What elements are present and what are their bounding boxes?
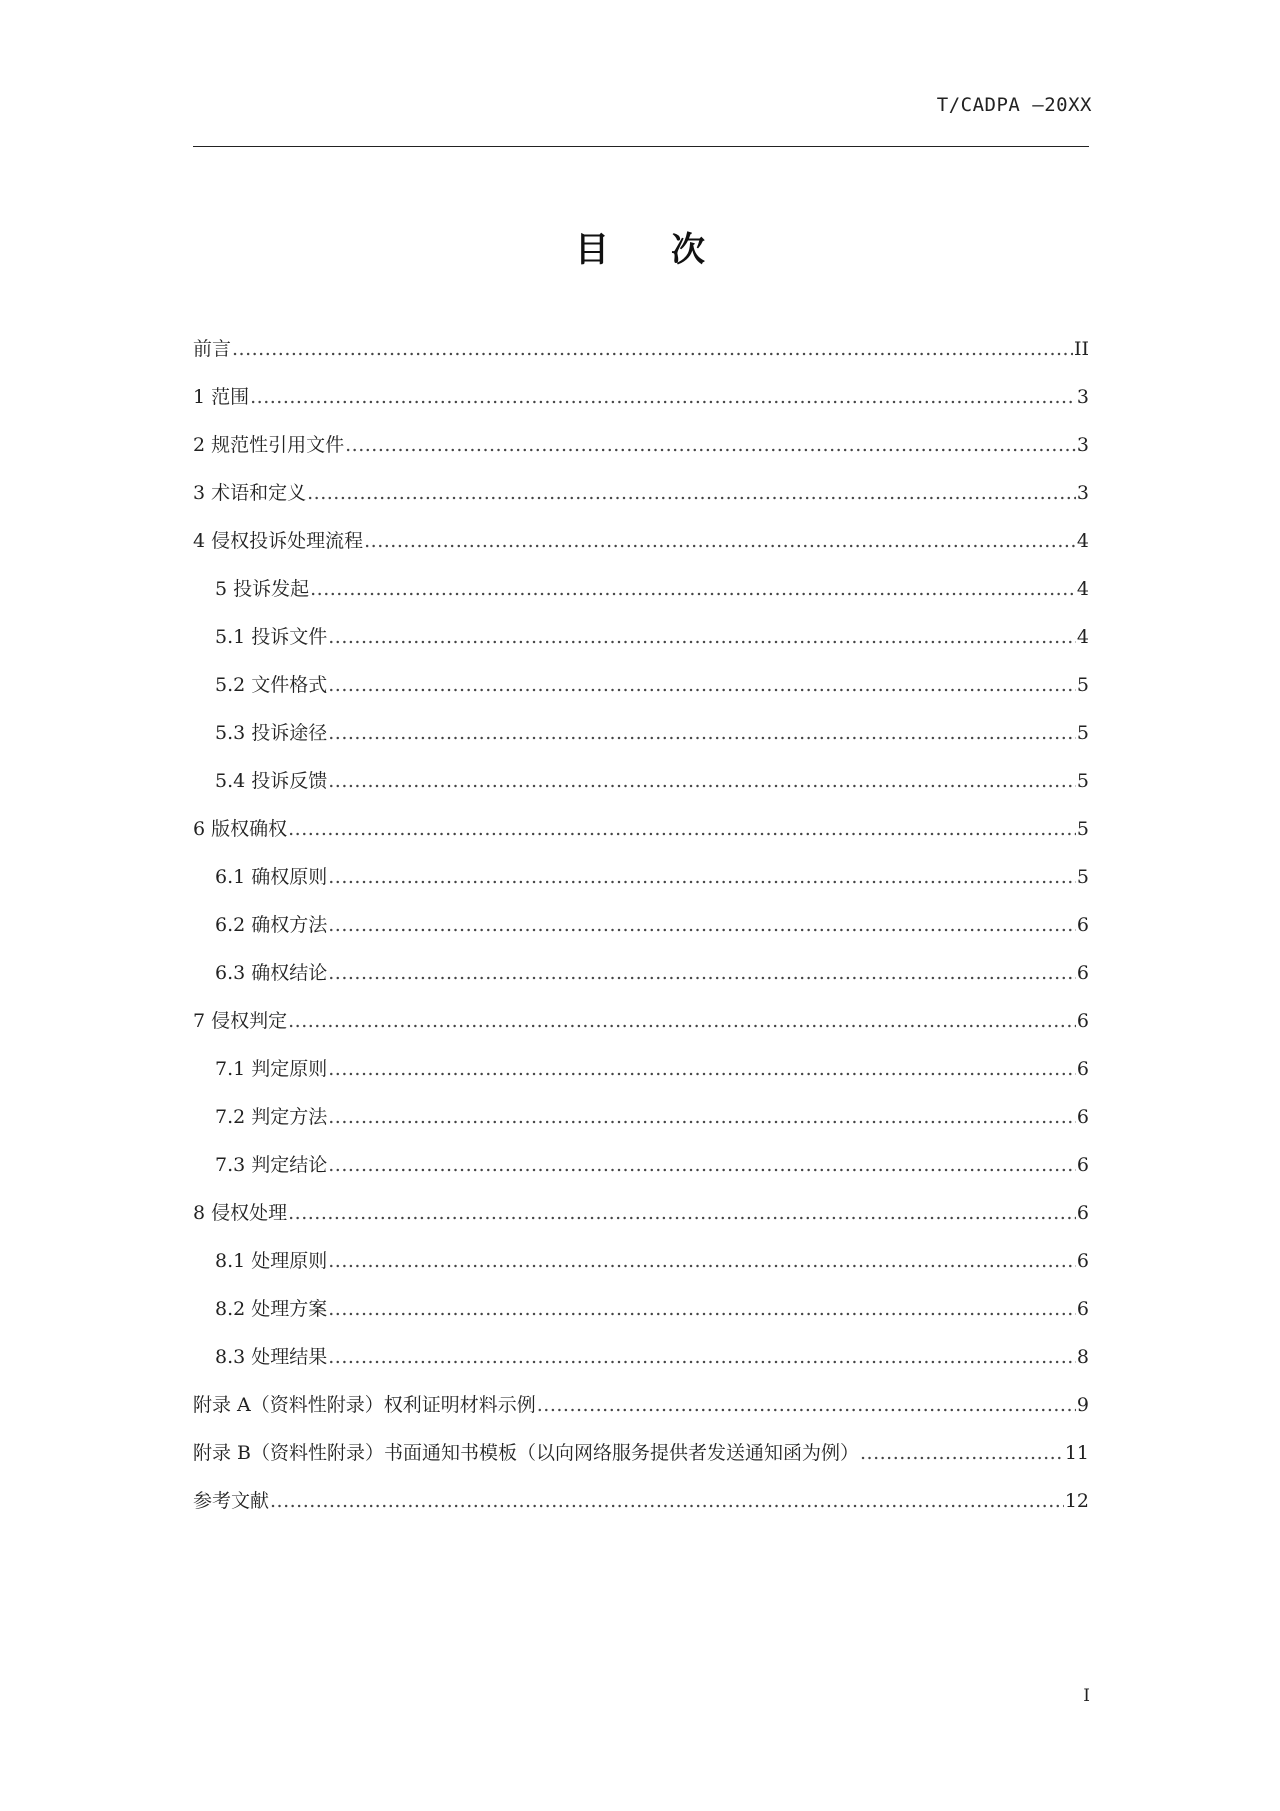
toc-dot-leader — [328, 1045, 1076, 1093]
toc-page-number: 5 — [1076, 674, 1089, 696]
toc-item-5[interactable] — [193, 565, 1089, 613]
toc-item-appendix-b[interactable] — [193, 1429, 1089, 1477]
toc-dot-leader — [537, 1381, 1076, 1429]
toc-page-number: 5 — [1076, 770, 1089, 792]
toc-item-5-2[interactable] — [193, 661, 1089, 709]
toc-item-label: 6.1 确权原则 — [215, 866, 328, 888]
toc-page-number: II — [1073, 338, 1089, 360]
toc-page-number: 6 — [1076, 1250, 1089, 1272]
toc-item-2[interactable] — [193, 421, 1089, 469]
toc-item-label: 5.4 投诉反馈 — [215, 770, 328, 792]
toc-dot-leader — [328, 853, 1076, 901]
toc-item-3[interactable] — [193, 469, 1089, 517]
toc-item-6[interactable] — [193, 805, 1089, 853]
toc-dot-leader — [232, 325, 1073, 373]
toc-page-number: 6 — [1076, 1106, 1089, 1128]
toc-dot-leader — [860, 1429, 1064, 1477]
toc-dot-leader — [288, 997, 1076, 1045]
toc-item-label: 2 规范性引用文件 — [193, 434, 345, 456]
toc-page-number: 5 — [1076, 722, 1089, 744]
toc-item-references[interactable] — [193, 1477, 1089, 1525]
toc-page-number: 6 — [1076, 1202, 1089, 1224]
toc-dot-leader — [328, 1093, 1076, 1141]
toc-item-label: 7.2 判定方法 — [215, 1106, 328, 1128]
toc-item-8[interactable] — [193, 1189, 1089, 1237]
toc-item-label: 前言 — [193, 338, 232, 360]
toc-page-number: 12 — [1064, 1490, 1089, 1512]
toc-item-label: 4 侵权投诉处理流程 — [193, 530, 364, 552]
toc-item-label: 附录 B（资料性附录）书面通知书模板（以向网络服务提供者发送通知函为例） — [193, 1442, 860, 1464]
toc-item-label: 8.3 处理结果 — [215, 1346, 328, 1368]
document-code: T/CADPA —20XX — [936, 94, 1092, 116]
page-title: 目次 — [575, 230, 767, 270]
toc-page-number: 4 — [1076, 626, 1089, 648]
toc-page-number: 6 — [1076, 962, 1089, 984]
toc-page-number: 9 — [1076, 1394, 1089, 1416]
toc-item-1[interactable] — [193, 373, 1089, 421]
toc-item-8-2[interactable] — [193, 1285, 1089, 1333]
toc-item-7-1[interactable] — [193, 1045, 1089, 1093]
toc-dot-leader — [328, 1141, 1076, 1189]
toc-page-number: 6 — [1076, 1298, 1089, 1320]
toc-item-label: 6.3 确权结论 — [215, 962, 328, 984]
toc-item-foreword[interactable] — [193, 325, 1089, 373]
toc-item-label: 1 范围 — [193, 386, 250, 408]
toc-dot-leader — [307, 469, 1076, 517]
toc-dot-leader — [288, 1189, 1076, 1237]
toc-dot-leader — [328, 1333, 1076, 1381]
toc-dot-leader — [328, 613, 1076, 661]
toc-dot-leader — [328, 1285, 1076, 1333]
toc-item-label: 参考文献 — [193, 1490, 270, 1512]
toc-item-label: 8 侵权处理 — [193, 1202, 288, 1224]
toc-dot-leader — [250, 373, 1076, 421]
toc-page-number: 6 — [1076, 1154, 1089, 1176]
toc-item-5-3[interactable] — [193, 709, 1089, 757]
toc-item-5-1[interactable] — [193, 613, 1089, 661]
toc-item-6-1[interactable] — [193, 853, 1089, 901]
toc-item-label: 7 侵权判定 — [193, 1010, 288, 1032]
toc-item-label: 5 投诉发起 — [215, 578, 310, 600]
toc-item-label: 5.2 文件格式 — [215, 674, 328, 696]
toc-dot-leader — [328, 1237, 1076, 1285]
toc-page-number: 6 — [1076, 1010, 1089, 1032]
toc-item-label: 6 版权确权 — [193, 818, 288, 840]
toc-page-number: 8 — [1076, 1346, 1089, 1368]
toc-item-appendix-a[interactable] — [193, 1381, 1089, 1429]
toc-dot-leader — [310, 565, 1076, 613]
toc-page-number: 4 — [1076, 530, 1089, 552]
toc-item-6-3[interactable] — [193, 949, 1089, 997]
header-divider — [193, 146, 1089, 147]
toc-item-label: 5.3 投诉途径 — [215, 722, 328, 744]
toc-item-8-3[interactable] — [193, 1333, 1089, 1381]
toc-page-number: 3 — [1076, 482, 1089, 504]
toc-item-6-2[interactable] — [193, 901, 1089, 949]
toc-item-label: 8.2 处理方案 — [215, 1298, 328, 1320]
toc-item-label: 3 术语和定义 — [193, 482, 307, 504]
toc-dot-leader — [328, 709, 1076, 757]
toc-item-label: 7.1 判定原则 — [215, 1058, 328, 1080]
toc-dot-leader — [328, 757, 1076, 805]
toc-page-number: 11 — [1064, 1442, 1089, 1464]
toc-dot-leader — [364, 517, 1076, 565]
toc-page-number: 3 — [1076, 386, 1089, 408]
toc-item-4[interactable] — [193, 517, 1089, 565]
toc-item-label: 7.3 判定结论 — [215, 1154, 328, 1176]
toc-page-number: 5 — [1076, 866, 1089, 888]
toc-page-number: 6 — [1076, 914, 1089, 936]
toc-item-label: 6.2 确权方法 — [215, 914, 328, 936]
toc-item-label: 8.1 处理原则 — [215, 1250, 328, 1272]
toc-item-label: 附录 A（资料性附录）权利证明材料示例 — [193, 1394, 536, 1416]
toc-dot-leader — [328, 901, 1076, 949]
toc-dot-leader — [288, 805, 1076, 853]
table-of-contents — [193, 325, 1089, 1525]
toc-item-label: 5.1 投诉文件 — [215, 626, 328, 648]
toc-page-number: 5 — [1076, 818, 1089, 840]
toc-dot-leader — [328, 661, 1076, 709]
toc-dot-leader — [328, 949, 1076, 997]
toc-item-8-1[interactable] — [193, 1237, 1089, 1285]
toc-page-number: 4 — [1076, 578, 1089, 600]
toc-dot-leader — [345, 421, 1076, 469]
toc-item-7-2[interactable] — [193, 1093, 1089, 1141]
toc-dot-leader — [270, 1477, 1064, 1525]
toc-page-number: 3 — [1076, 434, 1089, 456]
toc-item-7[interactable] — [193, 997, 1089, 1045]
toc-item-7-3[interactable] — [193, 1141, 1089, 1189]
page-number: I — [1083, 1686, 1090, 1706]
toc-item-5-4[interactable] — [193, 757, 1089, 805]
toc-page-number: 6 — [1076, 1058, 1089, 1080]
